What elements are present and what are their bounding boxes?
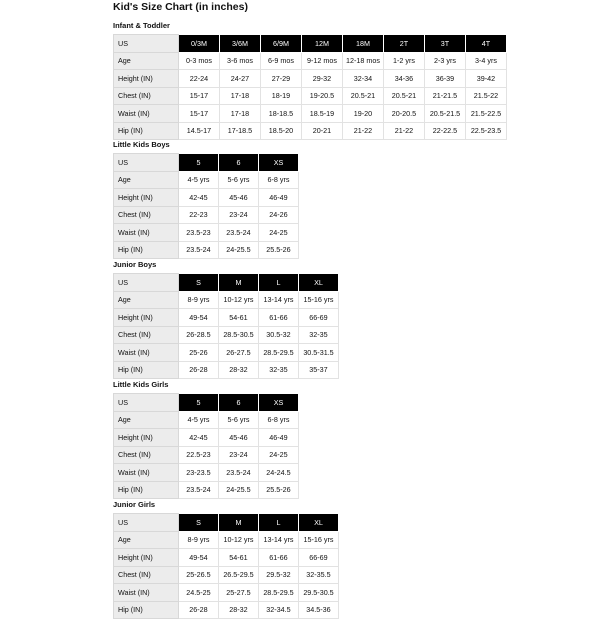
value-cell: 5-6 yrs bbox=[219, 411, 259, 429]
row-label: Waist (IN) bbox=[114, 464, 179, 482]
row-label: Waist (IN) bbox=[114, 105, 179, 123]
value-cell: 54-61 bbox=[219, 309, 259, 327]
row-label: Height (IN) bbox=[114, 309, 179, 327]
value-cell: 32-35 bbox=[299, 326, 339, 344]
row-label: Hip (IN) bbox=[114, 122, 179, 140]
value-cell: 25-26 bbox=[179, 344, 219, 362]
value-cell: 15-17 bbox=[179, 105, 220, 123]
row-label: Waist (IN) bbox=[114, 344, 179, 362]
value-cell: 61-66 bbox=[259, 309, 299, 327]
value-cell: 21-22 bbox=[343, 122, 384, 140]
row-label: Age bbox=[114, 52, 179, 70]
value-cell: 0-3 mos bbox=[179, 52, 220, 70]
size-header-cell: XS bbox=[259, 154, 299, 172]
value-cell: 21-21.5 bbox=[425, 87, 466, 105]
value-cell: 23-23.5 bbox=[179, 464, 219, 482]
value-cell: 34-36 bbox=[384, 70, 425, 88]
value-cell: 20.5-21 bbox=[384, 87, 425, 105]
value-cell: 32-35 bbox=[259, 361, 299, 379]
value-cell: 18.5-20 bbox=[261, 122, 302, 140]
row-label: Age bbox=[114, 411, 179, 429]
table-row bbox=[114, 87, 507, 105]
value-cell: 5-6 yrs bbox=[219, 171, 259, 189]
value-cell: 28.5-29.5 bbox=[259, 584, 299, 602]
value-cell: 3-6 mos bbox=[220, 52, 261, 70]
value-cell: 28.5-30.5 bbox=[219, 326, 259, 344]
row-label: Waist (IN) bbox=[114, 224, 179, 242]
row-label: Chest (IN) bbox=[114, 206, 179, 224]
size-header-row bbox=[114, 394, 299, 412]
value-cell: 25.5-26 bbox=[259, 241, 299, 259]
row-label: Hip (IN) bbox=[114, 241, 179, 259]
table-row bbox=[114, 464, 299, 482]
table-row bbox=[114, 52, 507, 70]
row-label-us: US bbox=[114, 35, 179, 53]
size-header-cell: S bbox=[179, 514, 219, 532]
table-row bbox=[114, 326, 339, 344]
value-cell: 32-34.5 bbox=[259, 601, 299, 619]
value-cell: 49-54 bbox=[179, 549, 219, 567]
value-cell: 39-42 bbox=[466, 70, 507, 88]
table-row bbox=[114, 566, 339, 584]
row-label: Height (IN) bbox=[114, 70, 179, 88]
value-cell: 26-28.5 bbox=[179, 326, 219, 344]
size-header-cell: 6/9M bbox=[261, 35, 302, 53]
value-cell: 2-3 yrs bbox=[425, 52, 466, 70]
table-row bbox=[114, 584, 339, 602]
value-cell: 15-17 bbox=[179, 87, 220, 105]
section-title-infant: Infant & Toddler bbox=[113, 21, 170, 30]
section-title-little-kids-boys: Little Kids Boys bbox=[113, 140, 170, 149]
size-header-row bbox=[114, 514, 339, 532]
size-header-cell: M bbox=[219, 274, 259, 292]
value-cell: 17-18.5 bbox=[220, 122, 261, 140]
value-cell: 46-49 bbox=[259, 189, 299, 207]
value-cell: 26-28 bbox=[179, 361, 219, 379]
value-cell: 32-35.5 bbox=[299, 566, 339, 584]
size-table-junior-boys bbox=[113, 273, 339, 379]
value-cell: 45-46 bbox=[219, 189, 259, 207]
value-cell: 22.5-23.5 bbox=[466, 122, 507, 140]
size-header-cell: M bbox=[219, 514, 259, 532]
value-cell: 6-8 yrs bbox=[259, 171, 299, 189]
size-table-little-kids-boys bbox=[113, 153, 299, 259]
page-title: Kid's Size Chart (in inches) bbox=[113, 1, 248, 13]
value-cell: 19-20 bbox=[343, 105, 384, 123]
value-cell: 15-16 yrs bbox=[299, 531, 339, 549]
value-cell: 23-24 bbox=[219, 206, 259, 224]
table-row bbox=[114, 446, 299, 464]
value-cell: 42-45 bbox=[179, 429, 219, 447]
value-cell: 24-25 bbox=[259, 446, 299, 464]
value-cell: 23.5-24 bbox=[219, 464, 259, 482]
table-row bbox=[114, 601, 339, 619]
size-header-cell: S bbox=[179, 274, 219, 292]
size-header-row bbox=[114, 154, 299, 172]
value-cell: 28-32 bbox=[219, 601, 259, 619]
value-cell: 66-69 bbox=[299, 309, 339, 327]
value-cell: 28.5-29.5 bbox=[259, 344, 299, 362]
row-label: Age bbox=[114, 171, 179, 189]
table-row bbox=[114, 549, 339, 567]
value-cell: 26-27.5 bbox=[219, 344, 259, 362]
table-row bbox=[114, 105, 507, 123]
size-header-cell: 12M bbox=[302, 35, 343, 53]
size-header-cell: 6 bbox=[219, 154, 259, 172]
table-row bbox=[114, 344, 339, 362]
size-header-cell: XS bbox=[259, 394, 299, 412]
size-header-row bbox=[114, 274, 339, 292]
value-cell: 27-29 bbox=[261, 70, 302, 88]
size-table-infant bbox=[113, 34, 507, 140]
size-header-cell: XL bbox=[299, 274, 339, 292]
value-cell: 26-28 bbox=[179, 601, 219, 619]
value-cell: 24-26 bbox=[259, 206, 299, 224]
row-label: Chest (IN) bbox=[114, 87, 179, 105]
value-cell: 25-26.5 bbox=[179, 566, 219, 584]
value-cell: 8-9 yrs bbox=[179, 531, 219, 549]
size-header-cell: 3/6M bbox=[220, 35, 261, 53]
value-cell: 19-20.5 bbox=[302, 87, 343, 105]
value-cell: 42-45 bbox=[179, 189, 219, 207]
value-cell: 15-16 yrs bbox=[299, 291, 339, 309]
value-cell: 46-49 bbox=[259, 429, 299, 447]
size-header-cell: 4T bbox=[466, 35, 507, 53]
row-label-us: US bbox=[114, 274, 179, 292]
value-cell: 13-14 yrs bbox=[259, 291, 299, 309]
value-cell: 49-54 bbox=[179, 309, 219, 327]
value-cell: 22.5-23 bbox=[179, 446, 219, 464]
value-cell: 23.5-23 bbox=[179, 224, 219, 242]
value-cell: 10-12 yrs bbox=[219, 531, 259, 549]
row-label: Height (IN) bbox=[114, 549, 179, 567]
value-cell: 23-24 bbox=[219, 446, 259, 464]
value-cell: 45-46 bbox=[219, 429, 259, 447]
value-cell: 21.5-22.5 bbox=[466, 105, 507, 123]
value-cell: 20.5-21 bbox=[343, 87, 384, 105]
value-cell: 21-22 bbox=[384, 122, 425, 140]
value-cell: 24-27 bbox=[220, 70, 261, 88]
value-cell: 61-66 bbox=[259, 549, 299, 567]
size-header-cell: 6 bbox=[219, 394, 259, 412]
table-row bbox=[114, 361, 339, 379]
value-cell: 29.5-30.5 bbox=[299, 584, 339, 602]
value-cell: 22-24 bbox=[179, 70, 220, 88]
value-cell: 18-19 bbox=[261, 87, 302, 105]
value-cell: 12-18 mos bbox=[343, 52, 384, 70]
table-row bbox=[114, 411, 299, 429]
value-cell: 18.5-19 bbox=[302, 105, 343, 123]
row-label: Waist (IN) bbox=[114, 584, 179, 602]
table-row bbox=[114, 429, 299, 447]
size-header-cell: 5 bbox=[179, 154, 219, 172]
value-cell: 23.5-24 bbox=[179, 241, 219, 259]
size-header-cell: 3T bbox=[425, 35, 466, 53]
value-cell: 30.5-32 bbox=[259, 326, 299, 344]
value-cell: 66-69 bbox=[299, 549, 339, 567]
row-label: Chest (IN) bbox=[114, 566, 179, 584]
row-label: Hip (IN) bbox=[114, 481, 179, 499]
row-label: Height (IN) bbox=[114, 189, 179, 207]
value-cell: 21.5-22 bbox=[466, 87, 507, 105]
value-cell: 4-5 yrs bbox=[179, 411, 219, 429]
value-cell: 28-32 bbox=[219, 361, 259, 379]
table-row bbox=[114, 531, 339, 549]
row-label: Hip (IN) bbox=[114, 601, 179, 619]
table-row bbox=[114, 171, 299, 189]
value-cell: 23.5-24 bbox=[179, 481, 219, 499]
row-label: Chest (IN) bbox=[114, 326, 179, 344]
size-header-cell: 18M bbox=[343, 35, 384, 53]
value-cell: 54-61 bbox=[219, 549, 259, 567]
value-cell: 20-21 bbox=[302, 122, 343, 140]
table-row bbox=[114, 189, 299, 207]
table-row bbox=[114, 309, 339, 327]
value-cell: 24.5-25 bbox=[179, 584, 219, 602]
value-cell: 6-8 yrs bbox=[259, 411, 299, 429]
size-table-little-kids-girls bbox=[113, 393, 299, 499]
value-cell: 26.5-29.5 bbox=[219, 566, 259, 584]
value-cell: 30.5-31.5 bbox=[299, 344, 339, 362]
size-header-cell: L bbox=[259, 514, 299, 532]
value-cell: 29.5-32 bbox=[259, 566, 299, 584]
value-cell: 3-4 yrs bbox=[466, 52, 507, 70]
value-cell: 24-25.5 bbox=[219, 241, 259, 259]
table-row bbox=[114, 122, 507, 140]
size-header-row bbox=[114, 35, 507, 53]
row-label-us: US bbox=[114, 514, 179, 532]
table-row bbox=[114, 481, 299, 499]
value-cell: 23.5-24 bbox=[219, 224, 259, 242]
row-label: Hip (IN) bbox=[114, 361, 179, 379]
value-cell: 24-25 bbox=[259, 224, 299, 242]
row-label: Age bbox=[114, 291, 179, 309]
value-cell: 22-23 bbox=[179, 206, 219, 224]
value-cell: 25.5-26 bbox=[259, 481, 299, 499]
value-cell: 20-20.5 bbox=[384, 105, 425, 123]
size-table-junior-girls bbox=[113, 513, 339, 619]
value-cell: 29-32 bbox=[302, 70, 343, 88]
size-header-cell: XL bbox=[299, 514, 339, 532]
value-cell: 22-22.5 bbox=[425, 122, 466, 140]
value-cell: 4-5 yrs bbox=[179, 171, 219, 189]
value-cell: 32-34 bbox=[343, 70, 384, 88]
value-cell: 35-37 bbox=[299, 361, 339, 379]
value-cell: 9-12 mos bbox=[302, 52, 343, 70]
table-row bbox=[114, 70, 507, 88]
section-title-junior-girls: Junior Girls bbox=[113, 500, 156, 509]
section-title-little-kids-girls: Little Kids Girls bbox=[113, 380, 169, 389]
row-label-us: US bbox=[114, 154, 179, 172]
value-cell: 18-18.5 bbox=[261, 105, 302, 123]
section-title-junior-boys: Junior Boys bbox=[113, 260, 157, 269]
value-cell: 25-27.5 bbox=[219, 584, 259, 602]
row-label: Age bbox=[114, 531, 179, 549]
value-cell: 17-18 bbox=[220, 105, 261, 123]
value-cell: 20.5-21.5 bbox=[425, 105, 466, 123]
size-header-cell: 0/3M bbox=[179, 35, 220, 53]
size-header-cell: L bbox=[259, 274, 299, 292]
value-cell: 10-12 yrs bbox=[219, 291, 259, 309]
table-row bbox=[114, 206, 299, 224]
value-cell: 13-14 yrs bbox=[259, 531, 299, 549]
value-cell: 8-9 yrs bbox=[179, 291, 219, 309]
size-header-cell: 2T bbox=[384, 35, 425, 53]
row-label-us: US bbox=[114, 394, 179, 412]
table-row bbox=[114, 291, 339, 309]
value-cell: 14.5-17 bbox=[179, 122, 220, 140]
value-cell: 6-9 mos bbox=[261, 52, 302, 70]
value-cell: 17-18 bbox=[220, 87, 261, 105]
value-cell: 24-25.5 bbox=[219, 481, 259, 499]
row-label: Chest (IN) bbox=[114, 446, 179, 464]
size-header-cell: 5 bbox=[179, 394, 219, 412]
table-row bbox=[114, 241, 299, 259]
value-cell: 34.5-36 bbox=[299, 601, 339, 619]
row-label: Height (IN) bbox=[114, 429, 179, 447]
value-cell: 36-39 bbox=[425, 70, 466, 88]
value-cell: 1-2 yrs bbox=[384, 52, 425, 70]
value-cell: 24-24.5 bbox=[259, 464, 299, 482]
table-row bbox=[114, 224, 299, 242]
